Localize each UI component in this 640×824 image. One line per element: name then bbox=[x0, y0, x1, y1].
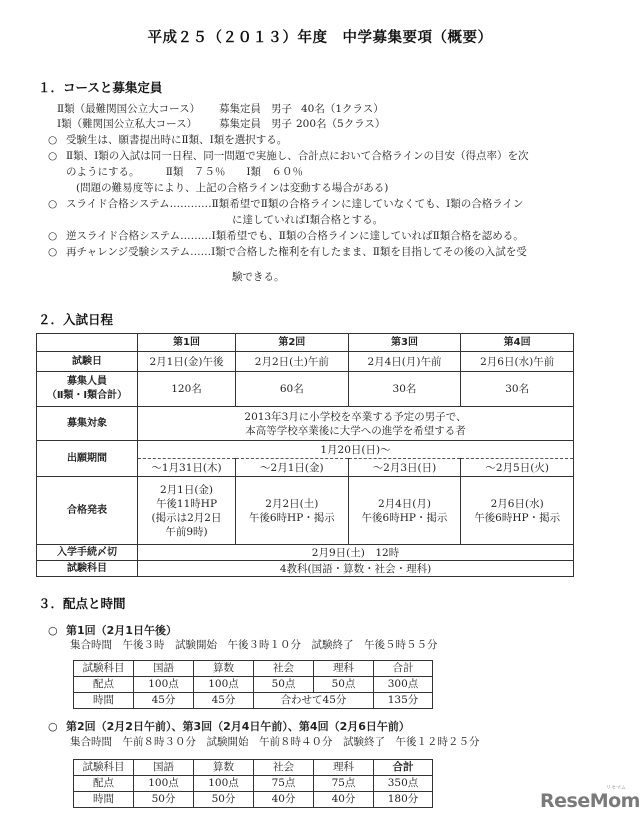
table-cell: 135分 bbox=[374, 693, 433, 709]
note-parenthetical: (問題の難易度等により、上記の合格ラインは変動する場合がある) bbox=[76, 182, 389, 194]
course-count: 200名（5クラス） bbox=[296, 118, 386, 130]
table-cell: 合計 bbox=[374, 661, 433, 677]
table-cell: 試験科目 bbox=[74, 661, 134, 677]
table-cell: 60名 bbox=[235, 372, 348, 407]
announce-detail: 午後6時HP・掲示 bbox=[361, 511, 448, 524]
table-cell: 試験科目 bbox=[74, 760, 134, 776]
table-cell: 時間 bbox=[74, 792, 134, 808]
course-label: 募集定員 bbox=[219, 118, 261, 130]
course-row-1 bbox=[57, 117, 385, 131]
course-gender: 男子 bbox=[271, 103, 292, 115]
target-line: 本高等学校卒業後に大学への進学を希望する者 bbox=[245, 424, 466, 437]
table-cell: 50点 bbox=[254, 677, 314, 693]
announce-line: 午後11時HP bbox=[155, 497, 218, 510]
table-cell: 国語 bbox=[134, 760, 194, 776]
note-text: 受験生は、願書提出時にⅡ類、Ⅰ類を選択する。 bbox=[66, 134, 288, 146]
group-heading bbox=[48, 718, 410, 734]
course-count: 40名（1クラス） bbox=[301, 103, 384, 115]
note-item bbox=[48, 229, 524, 243]
announce-date: 2月2日(土) bbox=[265, 497, 319, 510]
table-cell: 50分 bbox=[134, 792, 194, 808]
score-table-1 bbox=[73, 660, 433, 709]
course-name: Ⅱ類（最難関国公立大コース） bbox=[57, 103, 201, 115]
table-cell: 理科 bbox=[314, 760, 374, 776]
table-cell: 社会 bbox=[254, 661, 314, 677]
course-name: Ⅰ類（難関国公立私大コース） bbox=[57, 118, 198, 130]
row-header: 出願期間 bbox=[37, 441, 138, 477]
target-line: 2013年3月に小学校を卒業する予定の男子で、 bbox=[244, 410, 467, 423]
row-header-line: （Ⅱ類・Ⅰ類合計） bbox=[46, 390, 128, 401]
table-row-target bbox=[37, 407, 574, 441]
column-header: 第4回 bbox=[461, 334, 574, 352]
table-cell: 75点 bbox=[254, 776, 314, 792]
section-heading-courses: １．コースと募集定員 bbox=[38, 80, 163, 95]
table-cell: 合計 bbox=[374, 760, 433, 776]
table-cell: 100点 bbox=[194, 776, 254, 792]
resemom-logo: ReseMom bbox=[540, 790, 640, 812]
table-cell-span: 合わせて45分 bbox=[254, 693, 374, 709]
table-cell: 45分 bbox=[194, 693, 254, 709]
table-cell: 350点 bbox=[374, 776, 433, 792]
course-row-2 bbox=[57, 102, 384, 116]
note-continued: 験できる。 bbox=[232, 271, 285, 283]
exam-schedule-table bbox=[36, 333, 574, 577]
circle-bullet-icon: ○ bbox=[48, 720, 58, 733]
group-title: 第1回（2月1日午後） bbox=[66, 624, 177, 637]
table-row-time bbox=[74, 693, 433, 709]
table-cell: 2月2日(土)午前 bbox=[235, 352, 348, 372]
table-header-row bbox=[37, 334, 574, 352]
table-cell: 2月4日(月)午前 bbox=[348, 352, 461, 372]
column-header: 第1回 bbox=[138, 334, 236, 352]
table-cell: 300点 bbox=[374, 677, 433, 693]
group-times: 集合時間 午前８時３０分 試験開始 午前８時４０分 試験終了 午後１２時２５分 bbox=[70, 736, 480, 748]
table-cell-span: 2月9日(土) 12時 bbox=[138, 545, 574, 561]
table-row-exam-date bbox=[37, 352, 574, 372]
table-cell: 100点 bbox=[134, 776, 194, 792]
announce-date: 2月4日(月) bbox=[377, 497, 431, 510]
table-cell: 100点 bbox=[134, 677, 194, 693]
note-text: 逆スライド合格システム………Ⅰ類希望でも、Ⅱ類の合格ラインに達していればⅡ類合格を認める。 bbox=[66, 230, 524, 242]
course-gender: 男子 bbox=[271, 118, 292, 130]
table-cell: ～2月5日(火) bbox=[461, 459, 574, 477]
row-header-line: 募集人員 bbox=[67, 376, 107, 387]
table-cell: 45分 bbox=[134, 693, 194, 709]
note-continued: のようにする。 Ⅱ類 ７５％ Ⅰ類 ６０％ bbox=[66, 166, 304, 178]
table-cell: 算数 bbox=[194, 760, 254, 776]
table-cell: 配点 bbox=[74, 776, 134, 792]
announce-line: 午前9時) bbox=[165, 525, 208, 538]
circle-bullet-icon: ○ bbox=[48, 624, 58, 637]
page-title: 平成２５（２０１３）年度 中学募集要項（概要） bbox=[147, 30, 493, 46]
table-cell: 180分 bbox=[374, 792, 433, 808]
table-cell: ～2月1日(金) bbox=[235, 459, 348, 477]
corner-cell bbox=[37, 334, 138, 352]
circle-bullet-icon: ○ bbox=[48, 198, 58, 210]
table-cell bbox=[235, 477, 348, 545]
row-header: 合格発表 bbox=[37, 477, 138, 545]
watermark-ruby: リセマム bbox=[606, 785, 626, 791]
section-heading-scoring: ３．配点と時間 bbox=[38, 596, 126, 611]
circle-bullet-icon: ○ bbox=[48, 246, 58, 258]
table-cell: 算数 bbox=[194, 661, 254, 677]
table-cell: 社会 bbox=[254, 760, 314, 776]
table-cell: 120名 bbox=[138, 372, 236, 407]
row-header bbox=[37, 372, 138, 407]
table-cell: 30名 bbox=[461, 372, 574, 407]
column-header: 第3回 bbox=[348, 334, 461, 352]
table-row-capacity bbox=[37, 372, 574, 407]
row-header: 試験科目 bbox=[37, 561, 138, 577]
table-cell: 時間 bbox=[74, 693, 134, 709]
note-item bbox=[48, 245, 527, 259]
table-cell bbox=[348, 477, 461, 545]
note-item bbox=[48, 197, 523, 211]
table-cell: 100点 bbox=[194, 677, 254, 693]
column-header: 第2回 bbox=[235, 334, 348, 352]
section-heading-schedule: ２．入試日程 bbox=[38, 312, 114, 327]
course-label: 募集定員 bbox=[219, 103, 261, 115]
table-row-application bbox=[37, 441, 574, 459]
table-cell: 2月1日(金)午後 bbox=[138, 352, 236, 372]
group-heading bbox=[48, 622, 177, 638]
circle-bullet-icon: ○ bbox=[48, 150, 58, 162]
announce-line: 2月1日(金) bbox=[159, 483, 214, 496]
table-row-time bbox=[74, 792, 433, 808]
note-text: Ⅱ類、Ⅰ類の入試は同一日程、同一問題で実施し、合計点において合格ラインの目安（得点率）を次 bbox=[66, 150, 529, 162]
row-header: 試験日 bbox=[37, 352, 138, 372]
table-cell: ～2月3日(日) bbox=[348, 459, 461, 477]
table-row-deadline bbox=[37, 545, 574, 561]
table-cell: 30名 bbox=[348, 372, 461, 407]
note-text: 再チャレンジ受験システム……Ⅰ類で合格した権利を有したまま、Ⅱ類を目指してその後の入試を受 bbox=[66, 246, 527, 258]
announce-detail: 午後6時HP・掲示 bbox=[248, 511, 335, 524]
note-item bbox=[48, 133, 287, 147]
score-table-2 bbox=[73, 759, 433, 808]
table-row-points bbox=[74, 677, 433, 693]
table-header-row bbox=[74, 760, 433, 776]
table-cell: 40分 bbox=[314, 792, 374, 808]
table-cell: 50分 bbox=[194, 792, 254, 808]
table-cell-span: 1月20日(日)～ bbox=[138, 441, 574, 459]
table-cell bbox=[138, 477, 236, 545]
group-times: 集合時間 午後３時 試験開始 午後３時１０分 試験終了 午後５時５５分 bbox=[70, 639, 438, 651]
note-text: スライド合格システム…………Ⅱ類希望でⅡ類の合格ラインに達していなくても、Ⅰ類の合格ライン bbox=[66, 198, 524, 210]
table-cell: 40分 bbox=[254, 792, 314, 808]
table-cell: 50点 bbox=[314, 677, 374, 693]
table-cell: 国語 bbox=[134, 661, 194, 677]
note-continued: に達していればⅠ類合格とする。 bbox=[232, 214, 384, 226]
table-cell: ～1月31日(木) bbox=[138, 459, 236, 477]
note-item bbox=[48, 149, 528, 163]
table-cell: 配点 bbox=[74, 677, 134, 693]
table-cell bbox=[461, 477, 574, 545]
announce-line: (掲示は2月2日 bbox=[151, 511, 222, 524]
table-cell: 75点 bbox=[314, 776, 374, 792]
circle-bullet-icon: ○ bbox=[48, 134, 58, 146]
circle-bullet-icon: ○ bbox=[48, 230, 58, 242]
table-cell: 理科 bbox=[314, 661, 374, 677]
row-header: 入学手続〆切 bbox=[37, 545, 138, 561]
table-cell: 2月6日(水)午前 bbox=[461, 352, 574, 372]
table-row-subjects bbox=[37, 561, 574, 577]
announce-date: 2月6日(水) bbox=[490, 497, 544, 510]
table-row-points bbox=[74, 776, 433, 792]
announce-detail: 午後6時HP・掲示 bbox=[474, 511, 561, 524]
group-title: 第2回（2月2日午前）、第3回（2月4日午前）、第4回（2月6日午前） bbox=[66, 720, 410, 733]
table-header-row bbox=[74, 661, 433, 677]
table-cell-span bbox=[138, 407, 574, 441]
table-cell-span: 4教科(国語・算数・社会・理科) bbox=[138, 561, 574, 577]
table-row-announcement bbox=[37, 477, 574, 545]
row-header: 募集対象 bbox=[37, 407, 138, 441]
